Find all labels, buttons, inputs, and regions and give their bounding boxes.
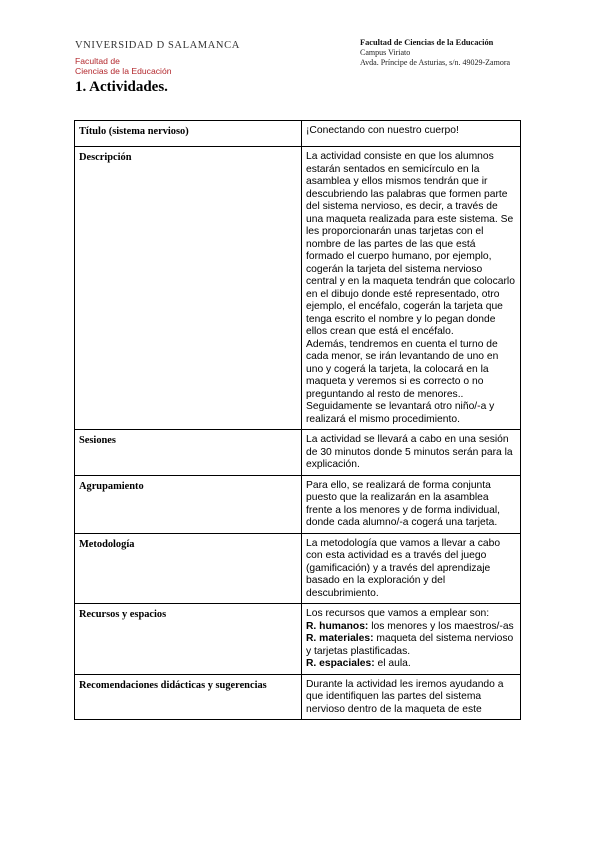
recursos-materiales xyxy=(306,633,516,658)
recursos-humanos-value: los menores y los maestros/-as xyxy=(368,620,514,632)
recursos-espaciales xyxy=(306,658,516,671)
recursos-espaciales-value: el aula. xyxy=(374,658,411,669)
table-row-agrupamiento xyxy=(75,475,521,533)
faculty-line-1: Facultad de xyxy=(75,56,120,66)
value-recursos xyxy=(302,604,521,675)
value-agrupamiento: Para ello, se realizará de forma conjunta puesto que la realizarán en la asamblea frente a los menores y de forma individual, donde cada alumno/-a cogerá una tarjeta. xyxy=(302,475,521,533)
faculty-name-red xyxy=(75,56,240,76)
section-title: 1. Actividades. xyxy=(75,79,168,95)
recursos-humanos-key: R. humanos: xyxy=(306,620,369,632)
recursos-materiales-key: R. materiales: xyxy=(306,633,374,644)
university-logo-text: VNIVERSIDAD D SALAMANCA xyxy=(75,40,240,51)
recursos-materiales-value: maqueta del sistema nervioso y tarjetas plastificadas. xyxy=(306,633,514,657)
table-row-titulo xyxy=(75,121,521,147)
descripcion-paragraph-3: Seguidamente se levantará otro niño/-a y realizará el mismo procedimiento. xyxy=(306,401,495,425)
label-recomendaciones: Recomendaciones didácticas y sugerencias xyxy=(75,674,302,720)
table-row-metodologia xyxy=(75,533,521,604)
table-row-descripcion xyxy=(75,147,521,430)
table-row-recomendaciones xyxy=(75,674,521,720)
label-metodologia: Metodología xyxy=(75,533,302,604)
label-recursos: Recursos y espacios xyxy=(75,604,302,675)
value-descripcion xyxy=(302,147,521,430)
recursos-espaciales-key: R. espaciales: xyxy=(306,658,375,669)
table-row-sesiones xyxy=(75,430,521,476)
value-titulo: ¡Conectando con nuestro cuerpo! xyxy=(302,121,521,147)
recursos-humanos xyxy=(306,621,516,634)
descripcion-paragraph-1: La actividad consiste en que los alumnos estarán sentados en semicírculo en la asamblea y ellos mismos tendrán que ir descubriendo las palabras que formen parte del sistema nervioso, es decir, a través de una maqueta realizada para este sistema. Se les proporcionarán unas tarjetas con el nombre de las partes de las que está formado el cuerpo humano, por ejemplo, cogerán la tarjeta del sistema nervioso central y en la maqueta tendrán que colocarlo en el dibujo donde esté representado, otro ejemplo, el encéfalo, cogerán la tarjeta que tenga escrito el nombre y lo pegan donde ellos crean que está el encéfalo. xyxy=(306,151,515,337)
faculty-address: Avda. Príncipe de Asturias, s/n. 49029-Zamora xyxy=(360,58,511,67)
faculty-address-block xyxy=(360,38,510,68)
faculty-title: Facultad de Ciencias de la Educación xyxy=(360,38,494,47)
label-descripcion: Descripción xyxy=(75,147,302,430)
faculty-line-2: Ciencias de la Educación xyxy=(75,66,172,76)
descripcion-paragraph-2: Además, tendremos en cuenta el turno de cada menor, se irán levantando de uno en uno y cogerá la tarjeta, la colocará en la maqueta y veremos si es correcto o no preguntando al resto de menores.. xyxy=(306,338,499,400)
activity-table xyxy=(74,120,521,720)
university-header xyxy=(75,40,240,76)
label-agrupamiento: Agrupamiento xyxy=(75,475,302,533)
label-sesiones: Sesiones xyxy=(75,430,302,476)
recursos-intro: Los recursos que vamos a emplear son: xyxy=(306,608,490,619)
label-titulo: Título (sistema nervioso) xyxy=(75,121,302,147)
value-metodologia: La metodología que vamos a llevar a cabo con esta actividad es a través del juego (gamificación) y a través del aprendizaje basado en la exploración y del descubrimiento. xyxy=(302,533,521,604)
campus-name: Campus Viriato xyxy=(360,48,411,57)
table-row-recursos xyxy=(75,604,521,675)
value-sesiones: La actividad se llevará a cabo en una sesión de 30 minutos donde 5 minutos serán para la explicación. xyxy=(302,430,521,476)
value-recomendaciones: Durante la actividad les iremos ayudando a que identifiquen las partes del sistema nervioso dentro de la maqueta de este xyxy=(302,674,521,720)
